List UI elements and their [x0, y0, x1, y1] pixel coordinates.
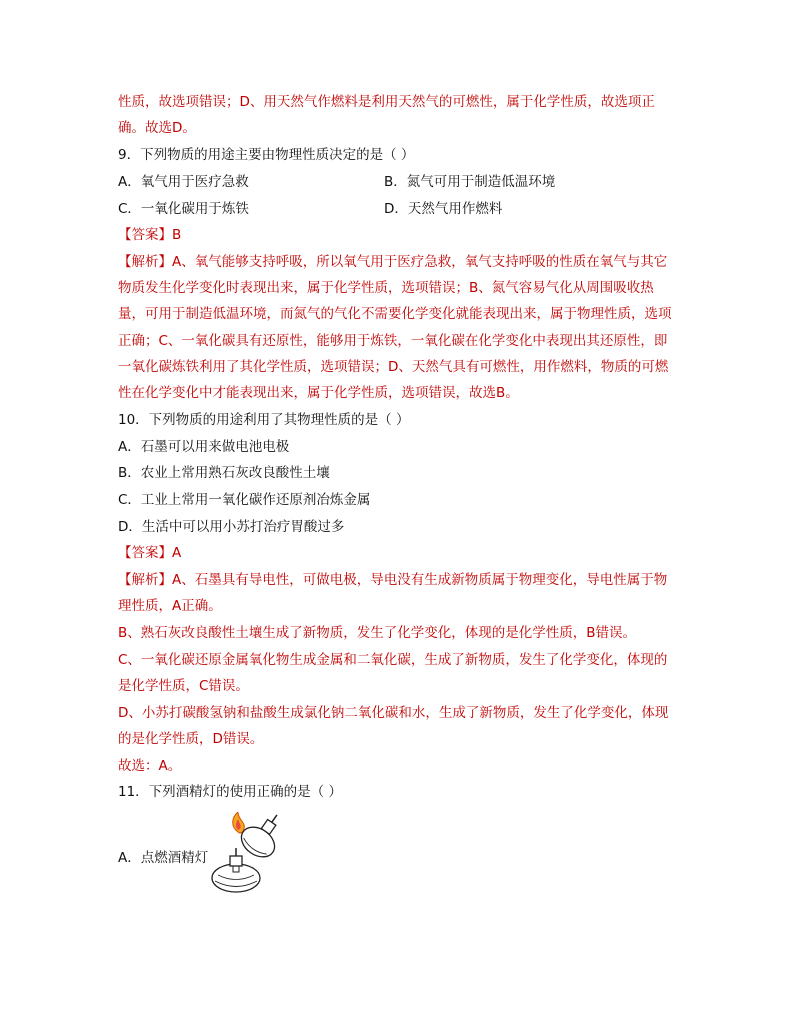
- q11-option-a: A．点燃酒精灯: [118, 850, 209, 866]
- q9-answer: 【答案】B: [118, 227, 182, 243]
- q10-analysis-line-4: C、一氧化碳还原金属氧化物生成金属和二氧化碳，生成了新物质，发生了化学变化，体现的: [118, 652, 668, 668]
- q10-analysis-line-3: B、熟石灰改良酸性土壤生成了新物质，发生了化学变化，体现的是化学性质，B错误。: [118, 625, 637, 641]
- q9-option-b: B．氮气可用于制造低温环境: [384, 174, 556, 190]
- q10-option-d: D．生活中可以用小苏打治疗胃酸过多: [118, 519, 345, 535]
- q8-analysis-line-2: 确。故选D。: [118, 120, 196, 136]
- q9-stem: 9．下列物质的用途主要由物理性质决定的是（ ）: [118, 147, 415, 163]
- q9-analysis-line-2: 物质发生化学变化时表现出来，属于化学性质，选项错误；B、氮气容易气化从周围吸收热: [118, 280, 654, 296]
- q10-analysis-line-6: D、小苏打碳酸氢钠和盐酸生成氯化钠二氧化碳和水，生成了新物质，发生了化学变化，体现: [118, 705, 669, 721]
- q10-analysis-line-7: 的是化学性质，D错误。: [118, 731, 264, 747]
- alcohol-lamp-lighting-icon: [208, 812, 300, 896]
- q9-analysis-line-1: 【解析】A、氧气能够支持呼吸，所以氧气用于医疗急救，氧气支持呼吸的性质在氧气与其它: [118, 254, 668, 270]
- q9-analysis-line-3: 量，可用于制造低温环境，而氮气的气化不需要化学变化就能表现出来，属于物理性质，选项: [118, 306, 672, 322]
- q10-option-a: A．石墨可以用来做电池电极: [118, 439, 290, 455]
- q10-conclusion: 故选：A。: [118, 758, 182, 774]
- q9-analysis-line-4: 正确；C、一氧化碳具有还原性，能够用于炼铁，一氧化碳在化学变化中表现出其还原性，即: [118, 333, 668, 349]
- q8-analysis-line-1: 性质，故选项错误；D、用天然气作燃料是利用天然气的可燃性，属于化学性质，故选项正: [118, 94, 655, 110]
- q10-option-b: B．农业上常用熟石灰改良酸性土壤: [118, 465, 330, 481]
- q9-option-a: A．氧气用于医疗急救: [118, 174, 249, 190]
- q10-analysis-line-2: 理性质，A正确。: [118, 598, 222, 614]
- q9-option-c: C．一氧化碳用于炼铁: [118, 201, 249, 217]
- q11-stem: 11．下列酒精灯的使用正确的是（ ）: [118, 784, 342, 800]
- q10-answer: 【答案】A: [118, 545, 182, 561]
- q9-analysis-line-6: 性在化学变化中才能表现出来，属于化学性质，选项错误，故选B。: [118, 385, 519, 401]
- q10-analysis-line-5: 是化学性质，C错误。: [118, 678, 249, 694]
- q10-stem: 10．下列物质的用途利用了其物理性质的是（ ）: [118, 412, 410, 428]
- q10-option-c: C．工业上常用一氧化碳作还原剂冶炼金属: [118, 492, 371, 508]
- q9-analysis-line-5: 一氧化碳炼铁利用了其化学性质，选项错误；D、天然气具有可燃性，用作燃料，物质的可燃: [118, 359, 669, 375]
- q10-analysis-line-1: 【解析】A、石墨具有导电性，可做电极，导电没有生成新物质属于物理变化，导电性属于物: [118, 572, 668, 588]
- q9-option-d: D．天然气用作燃料: [384, 201, 503, 217]
